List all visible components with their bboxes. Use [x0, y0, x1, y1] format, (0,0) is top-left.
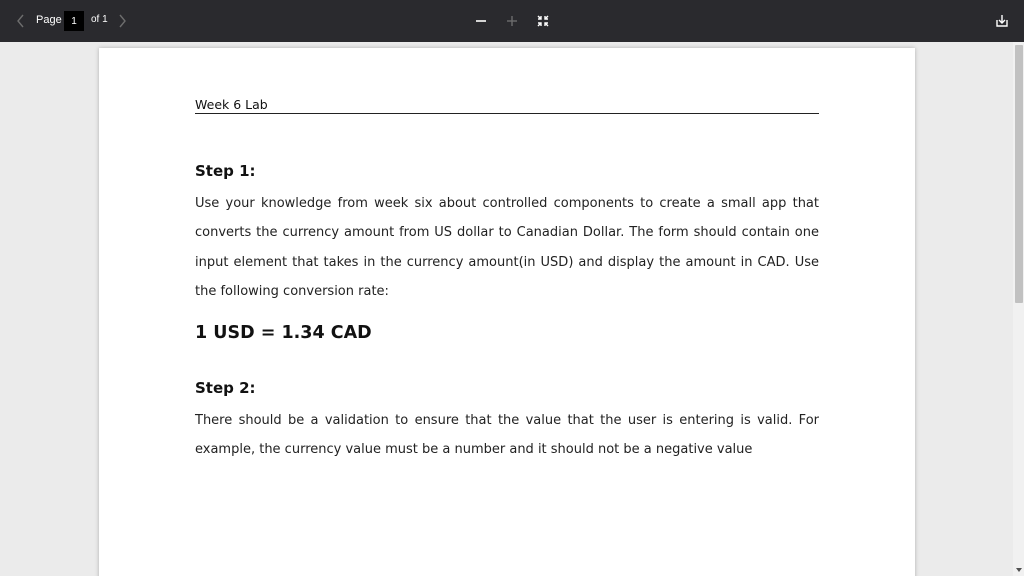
- chevron-left-icon: [16, 14, 26, 28]
- scrollbar-thumb[interactable]: [1015, 45, 1023, 303]
- pdf-toolbar: [0, 0, 1024, 42]
- document-viewer[interactable]: [0, 42, 1024, 576]
- chevron-right-icon: [117, 14, 127, 28]
- plus-icon: [504, 13, 520, 29]
- next-page-button[interactable]: [115, 11, 129, 31]
- minus-icon: [473, 13, 489, 29]
- pdf-page: [99, 48, 915, 576]
- zoom-out-button[interactable]: [473, 13, 489, 29]
- step-1-heading: Step 1:: [195, 162, 256, 180]
- previous-page-button[interactable]: [14, 11, 28, 31]
- fit-to-page-icon: [535, 13, 551, 29]
- page-number-input[interactable]: [64, 11, 84, 31]
- vertical-scrollbar[interactable]: [1013, 42, 1024, 576]
- page-label: Page: [36, 14, 62, 26]
- fit-to-page-button[interactable]: [535, 13, 551, 29]
- step-2-heading: Step 2:: [195, 379, 256, 397]
- step-2-body: There should be a validation to ensure that the value that the user is entering is valid. For example, the currency value must be a number and it should not be a negative value: [195, 413, 819, 458]
- scroll-down-button[interactable]: [1015, 566, 1023, 574]
- document-header: Week 6 Lab: [195, 97, 819, 114]
- page-count-label: of 1: [91, 14, 108, 25]
- triangle-down-icon: [1015, 566, 1023, 574]
- download-icon: [994, 13, 1010, 29]
- download-button[interactable]: [994, 13, 1010, 29]
- conversion-rate: 1 USD = 1.34 CAD: [195, 323, 372, 343]
- zoom-in-button[interactable]: [504, 13, 520, 29]
- step-1-body: Use your knowledge from week six about controlled components to create a small app that converts the currency amount from US dollar to Canadian Dollar. The form should contain one input element that takes in the currency amount(in USD) and display the amount in CAD. Use the following conversion rate:: [195, 196, 819, 299]
